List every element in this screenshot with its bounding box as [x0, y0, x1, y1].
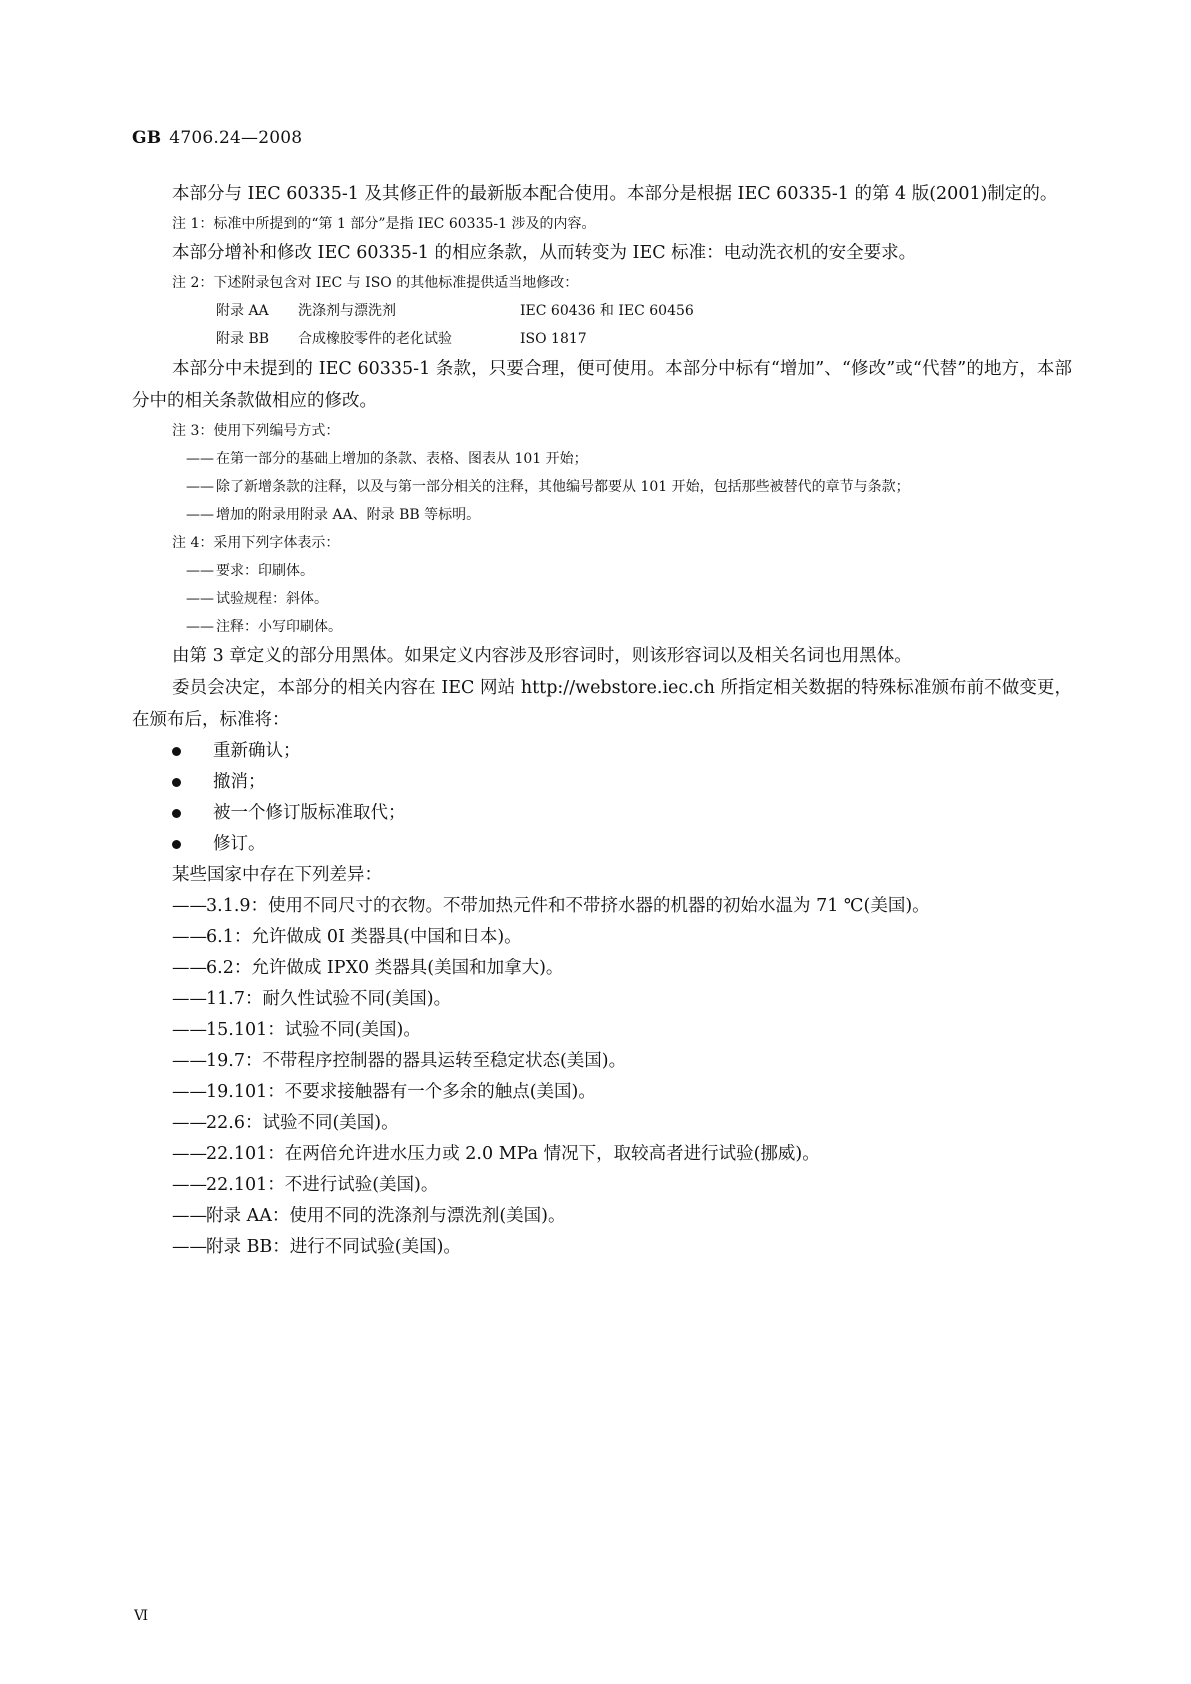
difference-item [132, 1108, 1072, 1139]
annex-title: 洗涤剂与漂洗剂 [298, 303, 396, 319]
dash-marker: —— [172, 1020, 207, 1040]
paragraph-scope: 本部分与 IEC 60335-1 及其修正件的最新版本配合使用。本部分是根据 IEC 60335-1 的第 4 版(2001)制定的。 [172, 184, 1058, 204]
difference-item [132, 1046, 1072, 1077]
difference-text: 6.1：允许做成 0I 类器具(中国和日本)。 [206, 927, 522, 947]
difference-text: 22.101：在两倍允许进水压力或 2.0 MPa 情况下，取较高者进行试验(挪威)。 [206, 1144, 820, 1164]
standard-prefix: GB [132, 128, 162, 148]
difference-text: 3.1.9：使用不同尺寸的衣物。不带加热元件和不带挤水器的机器的初始水温为 71 ℃(美国)。 [206, 896, 930, 916]
dash-marker: —— [172, 1082, 207, 1102]
bullet-text: 重新确认； [213, 741, 301, 761]
difference-text: 15.101：试验不同(美国)。 [206, 1020, 421, 1040]
bullet-text: 被一个修订版标准取代； [213, 803, 406, 823]
bullet-text: 修订。 [213, 834, 266, 854]
paragraph-committee-decision: 委员会决定，本部分的相关内容在 IEC 网站 http://webstore.iec.ch 所指定相关数据的特殊标准颁布前不做变更，在颁布后，标准将： [132, 678, 1072, 730]
difference-item [132, 1170, 1072, 1201]
annex-title: 合成橡胶零件的老化试验 [298, 331, 452, 347]
dash-marker: —— [172, 1144, 207, 1164]
difference-text: 22.101：不进行试验(美国)。 [206, 1175, 439, 1195]
dash-marker: —— [172, 896, 207, 916]
paragraph-supplement: 本部分增补和修改 IEC 60335-1 的相应条款，从而转变为 IEC 标准：电动洗衣机的安全要求。 [172, 243, 917, 263]
difference-item [132, 1015, 1072, 1046]
dash-marker: —— [186, 591, 214, 607]
note-3-item-text: 除了新增条款的注释，以及与第一部分相关的注释，其他编号都要从 101 开始，包括那些被替代的章节与条款； [216, 479, 910, 495]
note-3: 注 3：使用下列编号方式： [172, 423, 340, 439]
note-4-item [132, 585, 1072, 613]
difference-text: 19.101：不要求接触器有一个多余的触点(美国)。 [206, 1082, 596, 1102]
difference-item [132, 1201, 1072, 1232]
difference-text: 附录 AA：使用不同的洗涤剂与漂洗剂(美国)。 [206, 1206, 566, 1226]
bullet-item [132, 829, 1072, 860]
dash-marker: —— [186, 507, 214, 523]
dash-marker: —— [186, 479, 214, 495]
difference-text: 11.7：耐久性试验不同(美国)。 [206, 989, 452, 1009]
bullet-text: 撤消； [213, 772, 266, 792]
dash-marker: —— [172, 958, 207, 978]
paragraph-national-differences: 某些国家中存在下列差异： [172, 865, 382, 885]
note-4-item [132, 613, 1072, 641]
difference-item [132, 1077, 1072, 1108]
dash-marker: —— [172, 989, 207, 1009]
document-body [132, 178, 1072, 1263]
bullet-dot-icon [172, 840, 181, 849]
standard-header [132, 128, 302, 148]
difference-text: 19.7：不带程序控制器的器具运转至稳定状态(美国)。 [206, 1051, 627, 1071]
difference-text: 6.2：允许做成 IPX0 类器具(美国和加拿大)。 [206, 958, 564, 978]
annex-id: 附录 BB [216, 331, 270, 347]
note-3-item-text: 在第一部分的基础上增加的条款、表格、图表从 101 开始； [216, 451, 588, 467]
note-1: 注 1：标准中所提到的“第 1 部分”是指 IEC 60335-1 涉及的内容。 [172, 216, 596, 232]
note-3-item [132, 445, 1072, 473]
annex-row [132, 325, 1072, 353]
differences-list [132, 891, 1072, 1263]
bullet-dot-icon [172, 747, 181, 756]
note-4-item [132, 557, 1072, 585]
standard-number: 4706.24—2008 [169, 128, 303, 148]
annex-ref: IEC 60436 和 IEC 60456 [520, 303, 694, 319]
bullet-item [132, 798, 1072, 829]
annex-ref: ISO 1817 [520, 331, 587, 347]
dash-marker: —— [172, 1051, 207, 1071]
dash-marker: —— [186, 451, 214, 467]
note-4-item-text: 要求：印刷体。 [216, 563, 314, 579]
difference-item [132, 1232, 1072, 1263]
note-2: 注 2：下述附录包含对 IEC 与 ISO 的其他标准提供适当地修改： [172, 275, 579, 291]
bullet-item [132, 736, 1072, 767]
dash-marker: —— [186, 619, 214, 635]
note-3-item [132, 473, 1072, 501]
paragraph-bold-definitions: 由第 3 章定义的部分用黑体。如果定义内容涉及形容词时，则该形容词以及相关名词也用黑体。 [172, 646, 912, 666]
dash-marker: —— [172, 1113, 207, 1133]
note-3-item-text: 增加的附录用附录 AA、附录 BB 等标明。 [216, 507, 481, 523]
difference-text: 22.6：试验不同(美国)。 [206, 1113, 399, 1133]
page-number: Ⅵ [134, 1608, 149, 1624]
bullet-dot-icon [172, 809, 181, 818]
dash-marker: —— [172, 1206, 207, 1226]
paragraph-unmentioned-clauses: 本部分中未提到的 IEC 60335-1 条款，只要合理，便可使用。本部分中标有“增加”、“修改”或“代替”的地方，本部分中的相关条款做相应的修改。 [132, 359, 1072, 411]
annex-id: 附录 AA [216, 303, 269, 319]
dash-marker: —— [172, 1175, 207, 1195]
annex-row [132, 297, 1072, 325]
dash-marker: —— [172, 927, 207, 947]
bullet-item [132, 767, 1072, 798]
bullet-dot-icon [172, 778, 181, 787]
note-4: 注 4：采用下列字体表示： [172, 535, 340, 551]
note-4-item-text: 试验规程：斜体。 [216, 591, 328, 607]
dash-marker: —— [186, 563, 214, 579]
difference-item [132, 1139, 1072, 1170]
note-4-item-text: 注释：小写印刷体。 [216, 619, 342, 635]
difference-item [132, 922, 1072, 953]
note-3-item [132, 501, 1072, 529]
dash-marker: —— [172, 1237, 207, 1257]
difference-item [132, 953, 1072, 984]
difference-item [132, 891, 1072, 922]
difference-item [132, 984, 1072, 1015]
difference-text: 附录 BB：进行不同试验(美国)。 [206, 1237, 461, 1257]
